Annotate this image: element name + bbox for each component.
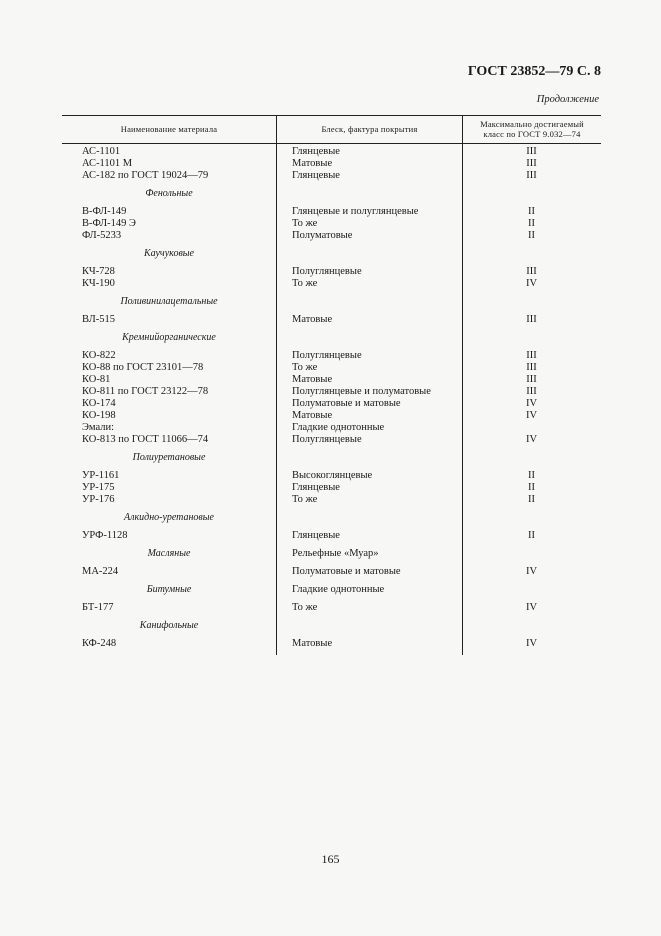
section-heading-row xyxy=(62,584,601,596)
class-cell: III xyxy=(526,170,537,181)
finish-cell: Полуматовые и матовые xyxy=(292,566,401,577)
section-heading-row xyxy=(62,620,601,632)
table-row xyxy=(62,350,601,362)
table-row xyxy=(62,218,601,230)
section-heading: Канифольные xyxy=(139,620,199,631)
section-heading-row xyxy=(62,512,601,524)
section-heading-row xyxy=(62,296,601,308)
section-heading: Масляные xyxy=(147,548,191,559)
table-row xyxy=(62,146,601,158)
table-header-border xyxy=(62,143,601,144)
class-cell: III xyxy=(526,266,537,277)
table-row xyxy=(62,158,601,170)
table-row xyxy=(62,470,601,482)
class-cell: IV xyxy=(525,638,538,649)
finish-cell: Глянцевые xyxy=(292,482,340,493)
class-cell: II xyxy=(528,218,535,229)
section-heading: Полиуретановые xyxy=(132,452,206,463)
finish-cell: Полуматовые xyxy=(292,230,353,241)
material-name: АС-1101 М xyxy=(82,158,133,169)
table-row xyxy=(62,170,601,182)
material-name: КЧ-190 xyxy=(82,278,115,289)
class-cell: III xyxy=(526,314,537,325)
column-header-material: Наименование материала xyxy=(120,124,218,134)
table-row xyxy=(62,434,601,446)
table-row xyxy=(62,638,601,650)
section-heading: Кремнийорганические xyxy=(122,332,216,343)
table-row xyxy=(62,602,601,614)
material-name: КО-198 xyxy=(82,410,116,421)
class-cell: II xyxy=(528,530,535,541)
table-row xyxy=(62,530,601,542)
finish-cell: Глянцевые xyxy=(292,530,340,541)
material-name: ВЛ-515 xyxy=(82,314,115,325)
material-name: КО-813 по ГОСТ 11066—74 xyxy=(82,434,209,445)
table-row xyxy=(62,482,601,494)
material-name: В-ФЛ-149 xyxy=(82,206,127,217)
finish-cell: Гладкие однотонные xyxy=(292,584,385,595)
table-row xyxy=(62,206,601,218)
table-row xyxy=(62,374,601,386)
material-name: УР-175 xyxy=(82,482,115,493)
finish-cell: Полуглянцевые и полуматовые xyxy=(292,386,431,397)
finish-cell: Матовые xyxy=(292,314,333,325)
continued-label: Продолжение xyxy=(536,94,599,105)
class-cell: III xyxy=(526,374,537,385)
material-name: В-ФЛ-149 Э xyxy=(82,218,136,229)
table-row xyxy=(62,278,601,290)
finish-cell: Глянцевые и полуглянцевые xyxy=(292,206,419,217)
material-name: КО-822 xyxy=(82,350,116,361)
section-heading: Фенольные xyxy=(145,188,193,199)
finish-cell: Высокоглянцевые xyxy=(292,470,373,481)
class-cell: II xyxy=(528,482,535,493)
table-row xyxy=(62,398,601,410)
class-cell: III xyxy=(526,386,537,397)
section-heading-row xyxy=(62,332,601,344)
class-cell: IV xyxy=(525,410,538,421)
class-cell: III xyxy=(526,158,537,169)
material-name: КО-811 по ГОСТ 23122—78 xyxy=(82,386,209,397)
finish-cell: Гладкие однотонные xyxy=(292,422,385,433)
material-name: КЧ-728 xyxy=(82,266,115,277)
table-row xyxy=(62,410,601,422)
finish-cell: Матовые xyxy=(292,638,333,649)
material-name: МА-224 xyxy=(82,566,119,577)
column-header-class: Максимально достигаемый класс по ГОСТ 9.032—74 xyxy=(480,119,584,139)
finish-cell: То же xyxy=(292,602,318,613)
material-name: ФЛ-5233 xyxy=(82,230,122,241)
finish-cell: Глянцевые xyxy=(292,170,340,181)
material-name: УР-1161 xyxy=(82,470,120,481)
material-name: БТ-177 xyxy=(82,602,114,613)
finish-cell: Матовые xyxy=(292,410,333,421)
section-heading-row xyxy=(62,248,601,260)
material-name: КО-174 xyxy=(82,398,116,409)
column-header-finish: Блеск, фактура покрытия xyxy=(321,124,418,134)
section-heading: Каучуковые xyxy=(143,248,194,259)
finish-cell: Полуглянцевые xyxy=(292,350,362,361)
finish-cell: Полуглянцевые xyxy=(292,266,362,277)
table-row xyxy=(62,230,601,242)
finish-cell: То же xyxy=(292,494,318,505)
class-cell: IV xyxy=(525,602,538,613)
section-heading-row xyxy=(62,548,601,560)
class-cell: II xyxy=(528,206,535,217)
class-cell: IV xyxy=(525,566,538,577)
finish-cell: Полуматовые и матовые xyxy=(292,398,401,409)
section-heading: Поливинилацетальные xyxy=(120,296,218,307)
section-heading: Алкидно-уретановые xyxy=(124,512,214,523)
material-name: КФ-248 xyxy=(82,638,117,649)
section-heading: Битумные xyxy=(146,584,192,595)
material-name: УРФ-1128 xyxy=(82,530,128,541)
class-cell: IV xyxy=(525,278,538,289)
table-row xyxy=(62,266,601,278)
material-name: АС-182 по ГОСТ 19024—79 xyxy=(82,170,209,181)
finish-cell: Рельефные «Муар» xyxy=(292,548,379,559)
class-cell: III xyxy=(526,350,537,361)
material-name: УР-176 xyxy=(82,494,115,505)
page-number: 165 xyxy=(321,852,340,866)
class-cell: IV xyxy=(525,434,538,445)
section-heading-row xyxy=(62,452,601,464)
table-row xyxy=(62,494,601,506)
finish-cell: То же xyxy=(292,362,318,373)
material-name: КО-81 xyxy=(82,374,111,385)
class-cell: IV xyxy=(525,398,538,409)
table-row xyxy=(62,386,601,398)
table-row xyxy=(62,362,601,374)
table-row xyxy=(62,566,601,578)
class-cell: II xyxy=(528,230,535,241)
class-cell: III xyxy=(526,146,537,157)
finish-cell: Глянцевые xyxy=(292,146,340,157)
finish-cell: То же xyxy=(292,218,318,229)
class-cell: III xyxy=(526,362,537,373)
finish-cell: Полуглянцевые xyxy=(292,434,362,445)
material-name: АС-1101 xyxy=(82,146,121,157)
class-cell: II xyxy=(528,494,535,505)
finish-cell: Матовые xyxy=(292,158,333,169)
finish-cell: То же xyxy=(292,278,318,289)
material-name: Эмали: xyxy=(82,422,115,433)
table-row xyxy=(62,314,601,326)
section-heading-row xyxy=(62,188,601,200)
document-code: ГОСТ 23852—79 С. 8 xyxy=(467,64,601,79)
table-row xyxy=(62,422,601,434)
material-name: КО-88 по ГОСТ 23101—78 xyxy=(82,362,204,373)
class-cell: II xyxy=(528,470,535,481)
finish-cell: Матовые xyxy=(292,374,333,385)
